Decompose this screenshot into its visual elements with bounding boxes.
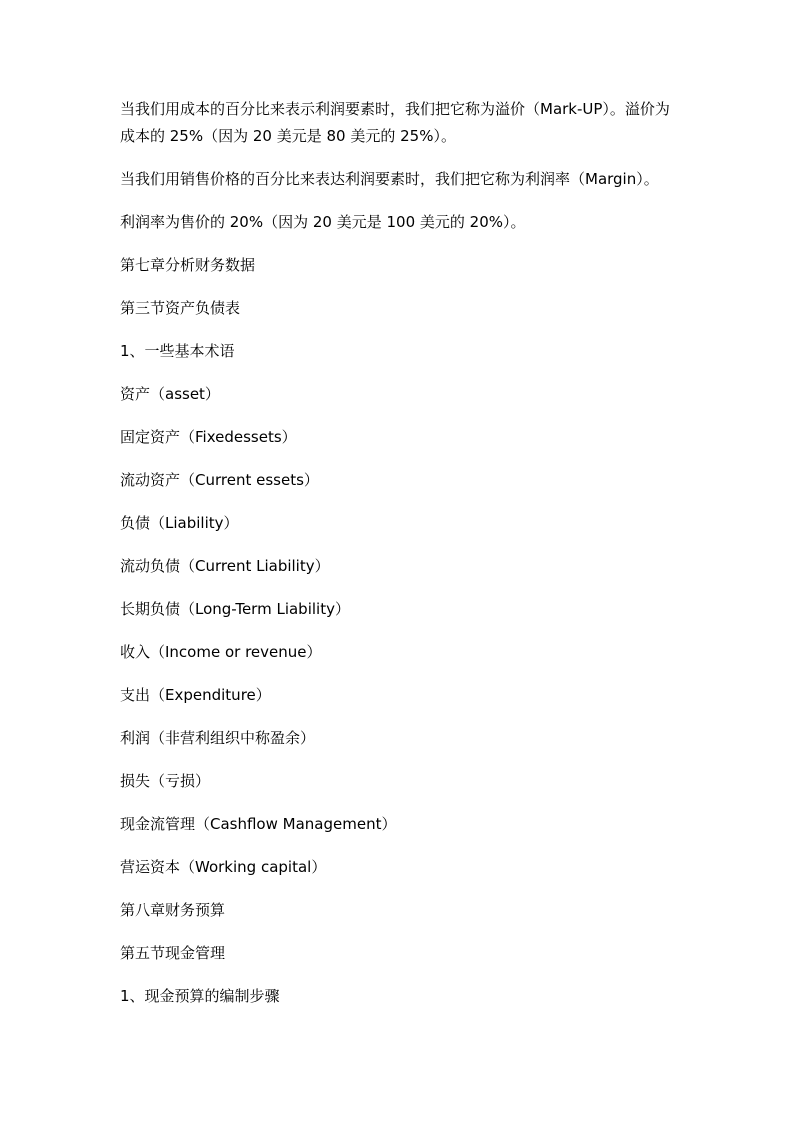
term-line: 流动资产（Current essets） xyxy=(120,471,319,489)
term-line: 资产（asset） xyxy=(120,385,220,403)
term-line: 损失（亏损） xyxy=(120,772,211,790)
term-line: 利润（非营利组织中称盈余） xyxy=(120,729,316,747)
chapter-heading: 第八章财务预算 xyxy=(120,901,226,919)
term-line: 负债（Liability） xyxy=(120,514,239,532)
document-body xyxy=(120,96,680,1026)
term-line: 收入（Income or revenue） xyxy=(120,643,322,661)
subsection-heading: 1、现金预算的编制步骤 xyxy=(120,987,280,1005)
paragraph-margin-example: 利润率为售价的 20%（因为 20 美元是 100 美元的 20%）。 xyxy=(120,213,526,231)
paragraph-margin-definition: 当我们用销售价格的百分比来表达利润要素时，我们把它称为利润率（Margin）。 xyxy=(120,170,659,188)
term-line: 现金流管理（Cashflow Management） xyxy=(120,815,397,833)
chapter-heading: 第七章分析财务数据 xyxy=(120,256,256,274)
term-line: 固定资产（Fixedessets） xyxy=(120,428,297,446)
section-heading: 第三节资产负债表 xyxy=(120,299,241,317)
term-line: 支出（Expenditure） xyxy=(120,686,271,704)
section-heading: 第五节现金管理 xyxy=(120,944,226,962)
term-line: 流动负债（Current Liability） xyxy=(120,557,330,575)
term-line: 营运资本（Working capital） xyxy=(120,858,327,876)
term-line: 长期负债（Long-Term Liability） xyxy=(120,600,350,618)
subsection-heading: 1、一些基本术语 xyxy=(120,342,235,360)
paragraph-markup: 当我们用成本的百分比来表示利润要素时，我们把它称为溢价（Mark-UP）。溢价为成本的 25%（因为 20 美元是 80 美元的 25%）。 xyxy=(120,100,670,145)
